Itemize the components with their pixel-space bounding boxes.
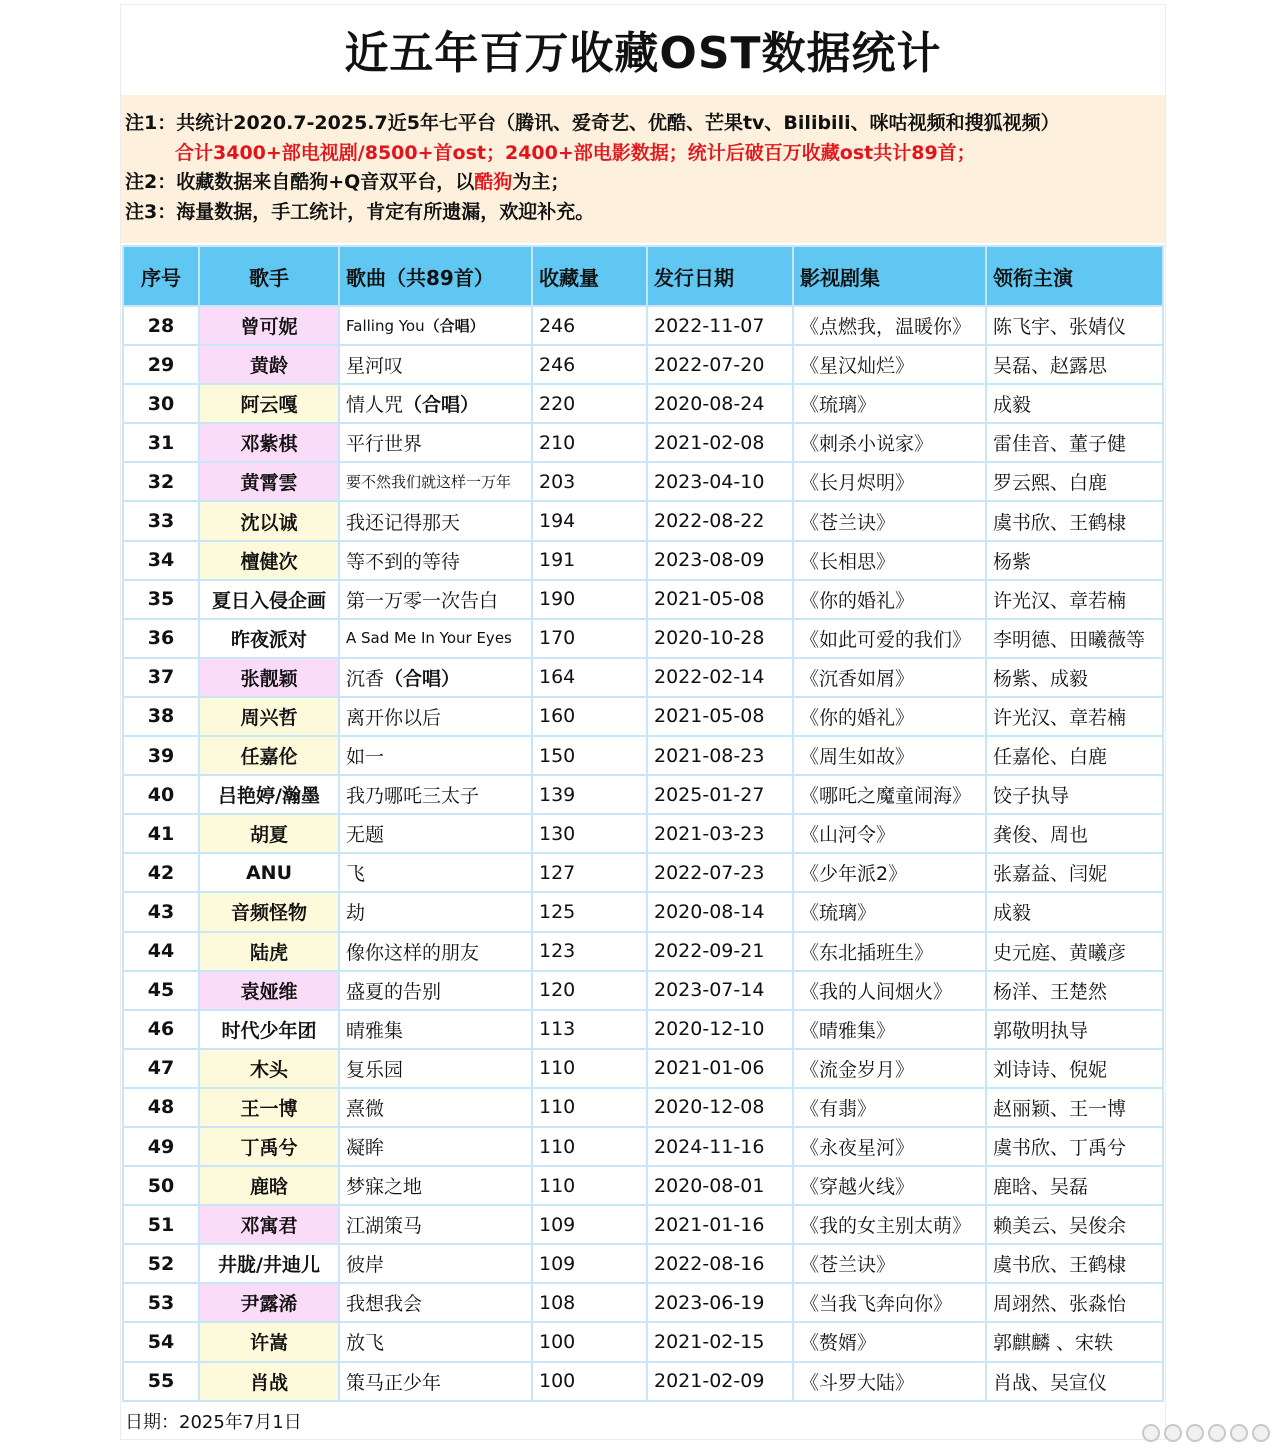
row-song xyxy=(339,658,532,697)
row-favorites: 100 xyxy=(532,1322,647,1361)
row-cast: 任嘉伦、白鹿 xyxy=(986,736,1163,775)
table-row xyxy=(123,932,1163,971)
row-song xyxy=(339,1049,532,1088)
table-row xyxy=(123,1049,1163,1088)
row-release-date: 2020-08-24 xyxy=(647,384,793,423)
row-index: 55 xyxy=(123,1362,199,1401)
row-favorites: 125 xyxy=(532,892,647,931)
row-song xyxy=(339,1166,532,1205)
row-singer: 邓寓君 xyxy=(199,1205,339,1244)
row-drama: 《长月烬明》 xyxy=(793,462,986,501)
row-drama: 《琉璃》 xyxy=(793,384,986,423)
row-cast: 肖战、吴宣仪 xyxy=(986,1362,1163,1401)
row-cast: 杨洋、王楚然 xyxy=(986,971,1163,1010)
table-row xyxy=(123,1322,1163,1361)
table-row xyxy=(123,814,1163,853)
row-singer: 丁禹兮 xyxy=(199,1127,339,1166)
row-song xyxy=(339,580,532,619)
row-release-date: 2021-08-23 xyxy=(647,736,793,775)
note-2-tail: 为主； xyxy=(512,171,570,193)
row-drama: 《如此可爱的我们》 xyxy=(793,619,986,658)
row-index: 41 xyxy=(123,814,199,853)
song-title: 盛夏的告别 xyxy=(346,980,442,1003)
row-index: 47 xyxy=(123,1049,199,1088)
song-title: 复乐园 xyxy=(346,1058,404,1081)
row-index: 40 xyxy=(123,775,199,814)
table-row xyxy=(123,1362,1163,1401)
table-header-row xyxy=(123,246,1163,306)
row-release-date: 2023-07-14 xyxy=(647,971,793,1010)
row-release-date: 2021-02-15 xyxy=(647,1322,793,1361)
row-drama: 《你的婚礼》 xyxy=(793,697,986,736)
table-row xyxy=(123,423,1163,462)
song-title: Falling You xyxy=(346,317,425,336)
song-title: 第一万零一次告白 xyxy=(346,589,499,612)
row-cast: 鹿晗、吴磊 xyxy=(986,1166,1163,1205)
row-favorites: 139 xyxy=(532,775,647,814)
song-title: 凝眸 xyxy=(346,1137,385,1160)
row-cast: 成毅 xyxy=(986,892,1163,931)
table-row xyxy=(123,1205,1163,1244)
row-favorites: 160 xyxy=(532,697,647,736)
table-row xyxy=(123,736,1163,775)
row-cast: 赖美云、吴俊余 xyxy=(986,1205,1163,1244)
song-title: 我乃哪吒三太子 xyxy=(346,785,480,808)
row-index: 52 xyxy=(123,1244,199,1283)
dot-icon xyxy=(1142,1424,1160,1442)
row-cast: 杨紫、成毅 xyxy=(986,658,1163,697)
table-row xyxy=(123,1244,1163,1283)
song-title: 策马正少年 xyxy=(346,1371,442,1394)
row-drama: 《流金岁月》 xyxy=(793,1049,986,1088)
row-singer: 井胧/井迪儿 xyxy=(199,1244,339,1283)
row-singer: 鹿晗 xyxy=(199,1166,339,1205)
row-favorites: 127 xyxy=(532,853,647,892)
row-singer: 周兴哲 xyxy=(199,697,339,736)
row-song xyxy=(339,814,532,853)
table-row xyxy=(123,501,1163,540)
row-drama: 《东北插班生》 xyxy=(793,932,986,971)
row-drama: 《穿越火线》 xyxy=(793,1166,986,1205)
row-favorites: 246 xyxy=(532,345,647,384)
row-favorites: 100 xyxy=(532,1362,647,1401)
row-favorites: 123 xyxy=(532,932,647,971)
row-index: 54 xyxy=(123,1322,199,1361)
col-header-release-date: 发行日期 xyxy=(647,246,793,306)
row-drama: 《周生如故》 xyxy=(793,736,986,775)
row-favorites: 109 xyxy=(532,1205,647,1244)
stats-sheet xyxy=(120,4,1166,1440)
row-song xyxy=(339,462,532,501)
song-title: 等不到的等待 xyxy=(346,550,461,573)
song-title: 飞 xyxy=(346,863,366,886)
row-cast: 赵丽颖、王一博 xyxy=(986,1088,1163,1127)
row-song xyxy=(339,423,532,462)
row-index: 37 xyxy=(123,658,199,697)
row-singer: 张靓颖 xyxy=(199,658,339,697)
song-title: 劫 xyxy=(346,902,366,925)
row-release-date: 2022-07-20 xyxy=(647,345,793,384)
row-favorites: 110 xyxy=(532,1166,647,1205)
row-release-date: 2024-11-16 xyxy=(647,1127,793,1166)
row-index: 36 xyxy=(123,619,199,658)
col-header-song: 歌曲（共89首） xyxy=(339,246,532,306)
row-favorites: 150 xyxy=(532,736,647,775)
row-release-date: 2021-01-06 xyxy=(647,1049,793,1088)
table-row xyxy=(123,345,1163,384)
row-drama: 《沉香如屑》 xyxy=(793,658,986,697)
col-header-index: 序号 xyxy=(123,246,199,306)
row-singer: 昨夜派对 xyxy=(199,619,339,658)
song-title: 情人咒 xyxy=(346,394,404,417)
watermark-dots xyxy=(1142,1424,1270,1442)
chorus-tag: （合唱） xyxy=(403,394,480,417)
row-index: 42 xyxy=(123,853,199,892)
row-favorites: 110 xyxy=(532,1127,647,1166)
table-row xyxy=(123,1127,1163,1166)
row-favorites: 190 xyxy=(532,580,647,619)
col-header-drama: 影视剧集 xyxy=(793,246,986,306)
row-cast: 刘诗诗、倪妮 xyxy=(986,1049,1163,1088)
row-index: 29 xyxy=(123,345,199,384)
row-index: 35 xyxy=(123,580,199,619)
row-song xyxy=(339,306,532,345)
song-title: 无题 xyxy=(346,824,385,847)
row-cast: 史元庭、黄曦彦 xyxy=(986,932,1163,971)
row-favorites: 220 xyxy=(532,384,647,423)
row-singer: 黄霄雲 xyxy=(199,462,339,501)
col-header-favorites: 收藏量 xyxy=(532,246,647,306)
row-release-date: 2021-05-08 xyxy=(647,580,793,619)
row-drama: 《刺杀小说家》 xyxy=(793,423,986,462)
row-release-date: 2022-08-16 xyxy=(647,1244,793,1283)
row-release-date: 2022-09-21 xyxy=(647,932,793,971)
row-index: 46 xyxy=(123,1010,199,1049)
song-title: 要不然我们就这样一万年 xyxy=(346,473,512,492)
row-cast: 李明德、田曦薇等 xyxy=(986,619,1163,658)
row-song xyxy=(339,932,532,971)
date-footer: 日期：2025年7月1日 xyxy=(125,1412,302,1433)
table-row xyxy=(123,306,1163,345)
row-song xyxy=(339,1127,532,1166)
row-index: 51 xyxy=(123,1205,199,1244)
row-index: 38 xyxy=(123,697,199,736)
row-drama: 《苍兰诀》 xyxy=(793,1244,986,1283)
row-singer: 胡夏 xyxy=(199,814,339,853)
row-cast: 龚俊、周也 xyxy=(986,814,1163,853)
row-drama: 《山河令》 xyxy=(793,814,986,853)
row-index: 48 xyxy=(123,1088,199,1127)
row-cast: 虞书欣、王鹤棣 xyxy=(986,501,1163,540)
table-row xyxy=(123,619,1163,658)
row-favorites: 203 xyxy=(532,462,647,501)
row-singer: 檀健次 xyxy=(199,541,339,580)
row-drama: 《我的人间烟火》 xyxy=(793,971,986,1010)
row-release-date: 2021-02-08 xyxy=(647,423,793,462)
note-2 xyxy=(125,168,1165,198)
row-drama: 《有翡》 xyxy=(793,1088,986,1127)
row-song xyxy=(339,775,532,814)
row-release-date: 2020-08-01 xyxy=(647,1166,793,1205)
row-release-date: 2023-04-10 xyxy=(647,462,793,501)
row-song xyxy=(339,1010,532,1049)
row-cast: 罗云熙、白鹿 xyxy=(986,462,1163,501)
row-index: 34 xyxy=(123,541,199,580)
row-index: 39 xyxy=(123,736,199,775)
row-drama: 《斗罗大陆》 xyxy=(793,1362,986,1401)
row-favorites: 170 xyxy=(532,619,647,658)
table-row xyxy=(123,580,1163,619)
song-title: 彼岸 xyxy=(346,1254,385,1277)
row-singer: 吕艳婷/瀚墨 xyxy=(199,775,339,814)
row-singer: 邓紫棋 xyxy=(199,423,339,462)
table-row xyxy=(123,1283,1163,1322)
row-favorites: 110 xyxy=(532,1088,647,1127)
row-drama: 《当我飞奔向你》 xyxy=(793,1283,986,1322)
song-title: 熹微 xyxy=(346,1097,385,1120)
row-singer: ANU xyxy=(199,853,339,892)
song-title: 离开你以后 xyxy=(346,706,442,729)
song-title: 梦寐之地 xyxy=(346,1176,423,1199)
row-cast: 郭麒麟 、宋轶 xyxy=(986,1322,1163,1361)
row-singer: 曾可妮 xyxy=(199,306,339,345)
row-song xyxy=(339,736,532,775)
note-2-text: 注2：收藏数据来自酷狗+Q音双平台，以 xyxy=(125,171,475,193)
row-index: 31 xyxy=(123,423,199,462)
row-index: 53 xyxy=(123,1283,199,1322)
row-song xyxy=(339,1205,532,1244)
song-title: 我想我会 xyxy=(346,1293,423,1316)
row-drama: 《你的婚礼》 xyxy=(793,580,986,619)
row-release-date: 2023-06-19 xyxy=(647,1283,793,1322)
row-song xyxy=(339,697,532,736)
row-cast: 虞书欣、王鹤棣 xyxy=(986,1244,1163,1283)
row-release-date: 2022-07-23 xyxy=(647,853,793,892)
row-song xyxy=(339,1244,532,1283)
song-title: 放飞 xyxy=(346,1332,385,1355)
notes-panel xyxy=(121,95,1165,243)
dot-icon xyxy=(1164,1424,1182,1442)
table-row xyxy=(123,658,1163,697)
table-row xyxy=(123,775,1163,814)
row-drama: 《哪吒之魔童闹海》 xyxy=(793,775,986,814)
row-song xyxy=(339,1322,532,1361)
row-cast: 许光汉、章若楠 xyxy=(986,580,1163,619)
row-cast: 成毅 xyxy=(986,384,1163,423)
row-cast: 饺子执导 xyxy=(986,775,1163,814)
row-cast: 陈飞宇、张婧仪 xyxy=(986,306,1163,345)
row-singer: 音频怪物 xyxy=(199,892,339,931)
song-title: 星河叹 xyxy=(346,355,404,378)
row-drama: 《长相思》 xyxy=(793,541,986,580)
row-index: 33 xyxy=(123,501,199,540)
row-drama: 《苍兰诀》 xyxy=(793,501,986,540)
row-song xyxy=(339,1283,532,1322)
row-singer: 木头 xyxy=(199,1049,339,1088)
row-favorites: 113 xyxy=(532,1010,647,1049)
table-row xyxy=(123,384,1163,423)
row-drama: 《少年派2》 xyxy=(793,853,986,892)
row-index: 44 xyxy=(123,932,199,971)
row-singer: 阿云嘎 xyxy=(199,384,339,423)
row-release-date: 2020-08-14 xyxy=(647,892,793,931)
row-release-date: 2021-03-23 xyxy=(647,814,793,853)
row-release-date: 2021-02-09 xyxy=(647,1362,793,1401)
row-release-date: 2022-08-22 xyxy=(647,501,793,540)
row-singer: 陆虎 xyxy=(199,932,339,971)
row-index: 45 xyxy=(123,971,199,1010)
row-song xyxy=(339,1362,532,1401)
row-singer: 袁娅维 xyxy=(199,971,339,1010)
row-cast: 杨紫 xyxy=(986,541,1163,580)
row-release-date: 2021-05-08 xyxy=(647,697,793,736)
row-release-date: 2023-08-09 xyxy=(647,541,793,580)
song-title: 我还记得那天 xyxy=(346,511,461,534)
row-drama: 《星汉灿烂》 xyxy=(793,345,986,384)
row-song xyxy=(339,892,532,931)
row-song xyxy=(339,971,532,1010)
row-song xyxy=(339,345,532,384)
row-favorites: 194 xyxy=(532,501,647,540)
row-singer: 时代少年团 xyxy=(199,1010,339,1049)
note-1-summary: 合计3400+部电视剧/8500+首ost；2400+部电影数据；统计后破百万收藏ost共计89首； xyxy=(175,141,976,164)
table-row xyxy=(123,541,1163,580)
row-index: 30 xyxy=(123,384,199,423)
row-release-date: 2025-01-27 xyxy=(647,775,793,814)
row-favorites: 246 xyxy=(532,306,647,345)
dot-icon xyxy=(1186,1424,1204,1442)
row-release-date: 2020-12-10 xyxy=(647,1010,793,1049)
row-favorites: 210 xyxy=(532,423,647,462)
table-row xyxy=(123,971,1163,1010)
song-title: 江湖策马 xyxy=(346,1215,423,1238)
row-song xyxy=(339,1088,532,1127)
row-singer: 任嘉伦 xyxy=(199,736,339,775)
row-index: 43 xyxy=(123,892,199,931)
row-favorites: 109 xyxy=(532,1244,647,1283)
row-cast: 许光汉、章若楠 xyxy=(986,697,1163,736)
row-favorites: 108 xyxy=(532,1283,647,1322)
row-release-date: 2021-01-16 xyxy=(647,1205,793,1244)
row-cast: 虞书欣、丁禹兮 xyxy=(986,1127,1163,1166)
song-title: A Sad Me In Your Eyes xyxy=(346,629,512,648)
row-favorites: 191 xyxy=(532,541,647,580)
row-cast: 张嘉益、闫妮 xyxy=(986,853,1163,892)
row-song xyxy=(339,384,532,423)
table-row xyxy=(123,462,1163,501)
song-title: 平行世界 xyxy=(346,433,423,456)
song-title: 像你这样的朋友 xyxy=(346,941,480,964)
dot-icon xyxy=(1252,1424,1270,1442)
ost-table xyxy=(122,245,1164,1402)
row-index: 49 xyxy=(123,1127,199,1166)
row-singer: 王一博 xyxy=(199,1088,339,1127)
row-release-date: 2020-10-28 xyxy=(647,619,793,658)
row-song xyxy=(339,619,532,658)
row-singer: 许嵩 xyxy=(199,1322,339,1361)
row-drama: 《赘婿》 xyxy=(793,1322,986,1361)
row-release-date: 2020-12-08 xyxy=(647,1088,793,1127)
row-cast: 郭敬明执导 xyxy=(986,1010,1163,1049)
row-index: 28 xyxy=(123,306,199,345)
dot-icon xyxy=(1208,1424,1226,1442)
row-drama: 《晴雅集》 xyxy=(793,1010,986,1049)
col-header-cast: 领衔主演 xyxy=(986,246,1163,306)
row-singer: 尹露浠 xyxy=(199,1283,339,1322)
row-singer: 黄龄 xyxy=(199,345,339,384)
row-index: 32 xyxy=(123,462,199,501)
note-1: 注1：共统计2020.7-2025.7近5年七平台（腾讯、爱奇艺、优酷、芒果tv、Bilibili、咪咕视频和搜狐视频） xyxy=(125,112,1060,134)
row-singer: 夏日入侵企画 xyxy=(199,580,339,619)
chorus-tag: （合唱） xyxy=(384,667,461,690)
row-song xyxy=(339,541,532,580)
row-favorites: 164 xyxy=(532,658,647,697)
row-release-date: 2022-11-07 xyxy=(647,306,793,345)
row-cast: 吴磊、赵露思 xyxy=(986,345,1163,384)
row-cast: 周翊然、张淼怡 xyxy=(986,1283,1163,1322)
table-row xyxy=(123,697,1163,736)
table-row xyxy=(123,1088,1163,1127)
dot-icon xyxy=(1230,1424,1248,1442)
table-row xyxy=(123,1010,1163,1049)
note-3: 注3：海量数据，手工统计，肯定有所遗漏，欢迎补充。 xyxy=(125,200,595,223)
page-title: 近五年百万收藏OST数据统计 xyxy=(344,28,942,79)
row-drama: 《点燃我，温暖你》 xyxy=(793,306,986,345)
row-cast: 雷佳音、董子健 xyxy=(986,423,1163,462)
table-row xyxy=(123,1166,1163,1205)
row-drama: 《琉璃》 xyxy=(793,892,986,931)
song-title: 如一 xyxy=(346,746,385,769)
table-row xyxy=(123,853,1163,892)
note-2-highlight: 酷狗 xyxy=(474,171,513,193)
row-favorites: 130 xyxy=(532,814,647,853)
row-singer: 肖战 xyxy=(199,1362,339,1401)
row-singer: 沈以诚 xyxy=(199,501,339,540)
row-index: 50 xyxy=(123,1166,199,1205)
row-song xyxy=(339,853,532,892)
song-title: 晴雅集 xyxy=(346,1019,404,1042)
row-song xyxy=(339,501,532,540)
song-title: 沉香 xyxy=(346,667,385,690)
row-release-date: 2022-02-14 xyxy=(647,658,793,697)
row-drama: 《我的女主别太萌》 xyxy=(793,1205,986,1244)
row-drama: 《永夜星河》 xyxy=(793,1127,986,1166)
row-favorites: 110 xyxy=(532,1049,647,1088)
col-header-singer: 歌手 xyxy=(199,246,339,306)
chorus-tag: （合唱） xyxy=(424,317,485,336)
row-favorites: 120 xyxy=(532,971,647,1010)
table-row xyxy=(123,892,1163,931)
